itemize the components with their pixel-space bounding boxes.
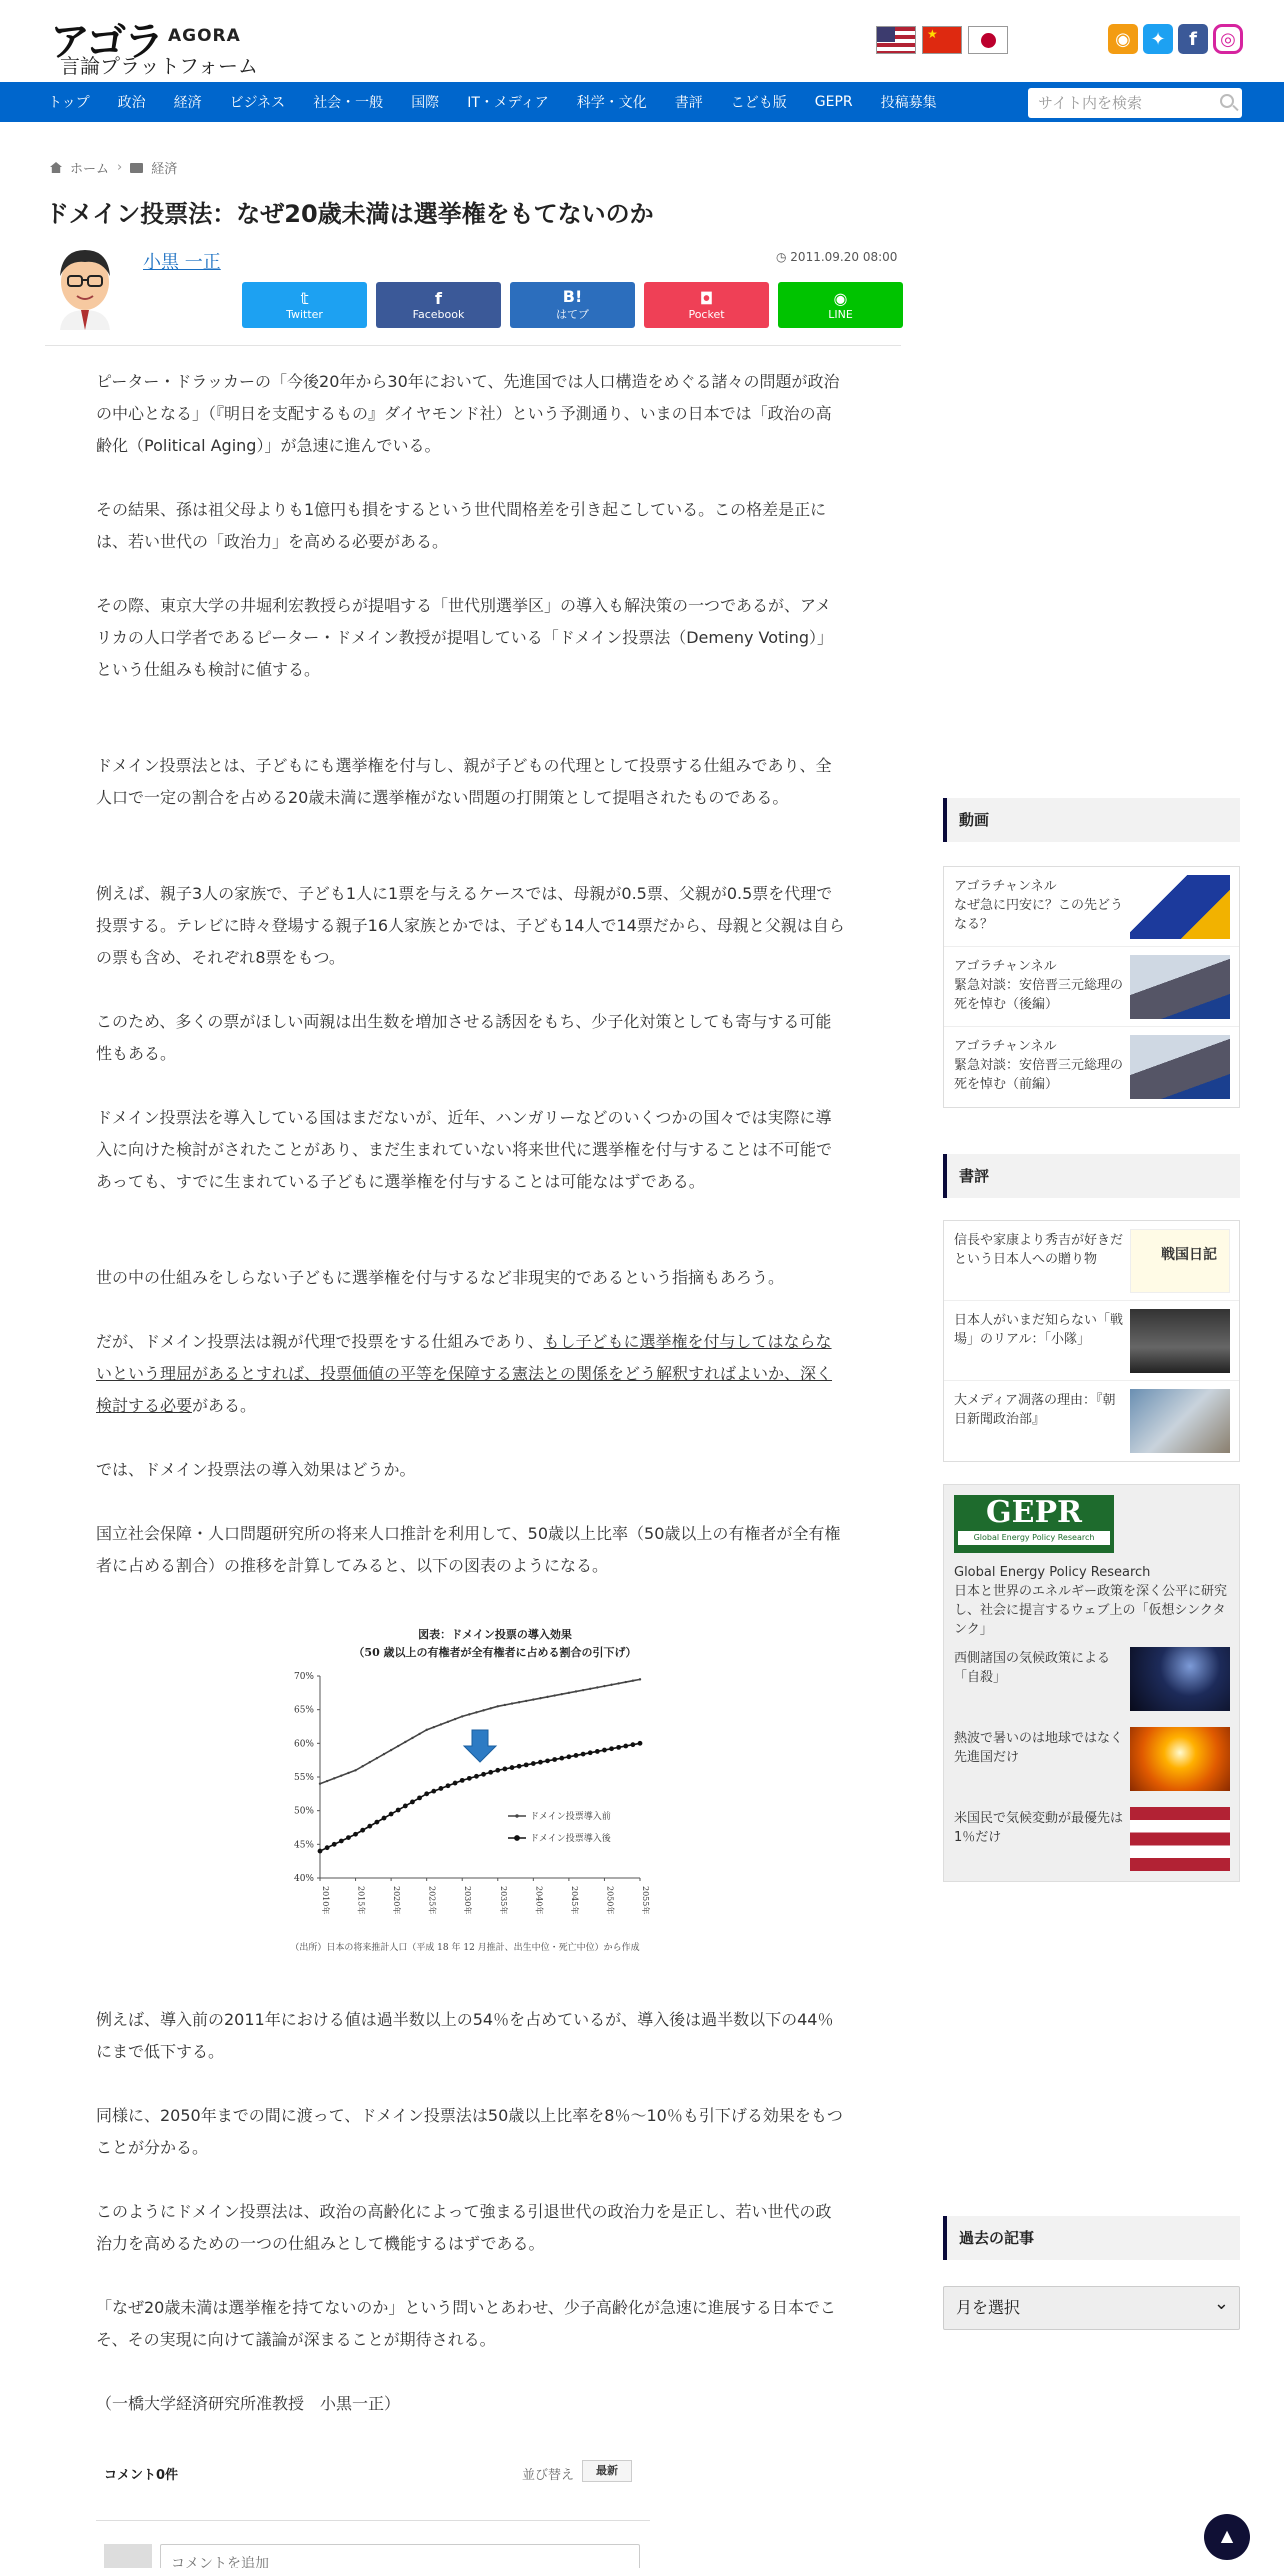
gepr-logo-subtext: Global Energy Policy Research (958, 1531, 1110, 1545)
series-point (539, 1697, 541, 1699)
gepr-logo[interactable] (954, 1495, 1114, 1553)
series-point (411, 1737, 413, 1739)
legend-label: ドメイン投票導入前 (530, 1812, 611, 1822)
sidebar-heading-reviews: 書評 (943, 1154, 1240, 1198)
nav-item-it-media[interactable]: IT・メディア (467, 95, 549, 111)
series-point (517, 1764, 522, 1769)
series-point (616, 1745, 621, 1750)
thumb-caption: 戦国日記 (1161, 1247, 1217, 1263)
series-point (361, 1765, 363, 1767)
share-buttons (242, 282, 903, 328)
series-point (433, 1726, 435, 1728)
y-tick-label: 50% (293, 1806, 314, 1817)
china-flag-icon[interactable] (922, 26, 962, 54)
nav-item-submissions[interactable]: 投稿募集 (880, 95, 937, 111)
series-point (609, 1746, 614, 1751)
nav-item-economy[interactable]: 経済 (173, 95, 202, 111)
x-tick-label: 2055年 (641, 1886, 650, 1915)
series-point (525, 1700, 527, 1702)
series-point (461, 1715, 463, 1717)
series-point (474, 1774, 479, 1779)
series-point (460, 1778, 465, 1783)
series-point (431, 1789, 436, 1794)
legend-marker (514, 1835, 520, 1841)
series-point (374, 1820, 379, 1825)
series-point (546, 1696, 548, 1698)
review-thumbnail (1130, 1229, 1230, 1293)
gepr-item[interactable] (944, 1645, 1239, 1725)
series-point (440, 1723, 442, 1725)
series-point (596, 1686, 598, 1688)
paragraph-text: だが、ドメイン投票法は親が代理で投票をする仕組みであり、 (96, 1332, 544, 1351)
article-paragraph: 「なぜ20歳未満は選挙権を持てないのか」という問いとあわせ、少子高齢化が急速に進展する日本でこそ、その実現に向けて議論が深まることが期待される。 (96, 2298, 836, 2349)
gepr-item-title: 米国民で気候変動が最優先は1％だけ (954, 1811, 1124, 1845)
author-link[interactable]: 小黒 一正 (143, 252, 221, 273)
us-flag-icon[interactable] (876, 26, 916, 54)
x-tick-label: 2040年 (534, 1886, 544, 1915)
nav-item-gepr[interactable]: GEPR (814, 94, 853, 110)
emphasized-text: もし子どもに選挙権を付与してはならないという理屈があるとすれば、投票価値の平等を保障する憲法との関係をどう解釈すればよいか、深く検討する必要 (96, 1332, 833, 1415)
comment-count: コメント0件 (104, 2468, 179, 2483)
series-point (376, 1757, 378, 1759)
sidebar-review-item[interactable] (944, 1381, 1239, 1461)
series-point (390, 1749, 392, 1751)
sidebar-video-item[interactable] (944, 1027, 1239, 1107)
share-twitter-button[interactable] (242, 282, 367, 328)
gepr-item-title: 熱波で暑いのは地球ではなく先進国だけ (954, 1731, 1124, 1765)
divider (45, 345, 901, 346)
twitter-icon: 𝕥 (300, 288, 309, 308)
series-point (552, 1757, 557, 1762)
series-point (602, 1748, 607, 1753)
article-paragraph: その際、東京大学の井堀利宏教授らが提唱する「世代別選挙区」の導入も解決策の一つであるが、アメリカの人口学者であるピーター・ドメイン教授が提唱している「ドメイン投票法（Demeny Voting）」という仕組みも検討に値する。 (96, 596, 834, 679)
series-point (623, 1744, 628, 1749)
site-search (1028, 88, 1242, 118)
series-point (510, 1765, 515, 1770)
series-point (482, 1709, 484, 1711)
series-point (453, 1781, 458, 1786)
archive-month-select[interactable]: 月を選択 ⌄ (943, 2286, 1240, 2330)
x-tick-label: 2045年 (569, 1886, 579, 1915)
series-point (382, 1816, 387, 1821)
nav-item-business[interactable]: ビジネス (229, 95, 286, 111)
series-point (333, 1777, 335, 1779)
series-point (588, 1750, 593, 1755)
x-tick-label: 2030年 (463, 1886, 473, 1915)
page-title: ドメイン投票法：なぜ20歳未満は選挙権をもてないのか (45, 200, 654, 228)
y-tick-label: 55% (293, 1773, 314, 1783)
social-links (1108, 24, 1243, 54)
sidebar-heading-archive: 過去の記事 (943, 2216, 1240, 2260)
sort-label: 並び替え (522, 2468, 575, 2483)
gepr-thumbnail (1130, 1807, 1230, 1871)
article-paragraph: 国立社会保障・人口問題研究所の将来人口推計を利用して、50歳以上比率（50歳以上の有権者が全有権者に占める割合）の推移を計算してみると、以下の図表のようになる。 (96, 1524, 841, 1575)
article-paragraph: 同様に、2050年までの間に渡って、ドメイン投票法は50歳以上比率を8％～10％も引下げる効果をもつことが分かる。 (96, 2106, 843, 2157)
series-point (582, 1689, 584, 1691)
series-point (630, 1742, 635, 1747)
review-title: 大メディア凋落の理由：『朝日新聞政治部』 (954, 1393, 1116, 1427)
article-paragraph (96, 1326, 846, 1422)
language-flags (876, 26, 1008, 54)
series-point (424, 1791, 429, 1796)
divider (96, 2520, 650, 2521)
series-point (347, 1772, 349, 1774)
series-point (410, 1800, 415, 1805)
gepr-title[interactable]: Global Energy Policy Research (954, 1565, 1151, 1580)
logo-agora-text: AGORA (168, 26, 241, 46)
video-thumbnail (1130, 955, 1230, 1019)
series-point (497, 1705, 499, 1707)
review-title: 信長や家康より秀吉が好きだという日本人への贈り物 (954, 1233, 1124, 1267)
japan-flag-icon[interactable] (968, 26, 1008, 54)
series-point (396, 1808, 401, 1813)
series-point (404, 1741, 406, 1743)
series-point (340, 1774, 342, 1776)
nav-items (40, 82, 957, 122)
share-label: はてブ (556, 308, 589, 321)
series-point (418, 1733, 420, 1735)
legend-label: ドメイン投票導入後 (530, 1834, 611, 1844)
series-point (339, 1839, 344, 1844)
article-paragraph: このようにドメイン投票法は、政治の高齢化によって強まる引退世代の政治力を是正し、若い世代の政治力を高めるための一つの仕組みとして機能するはずである。 (96, 2202, 832, 2253)
x-tick-label: 2025年 (427, 1886, 437, 1915)
series-point (610, 1684, 612, 1686)
series-point (566, 1754, 571, 1759)
series-point (475, 1711, 477, 1713)
article-paragraph: では、ドメイン投票法の導入効果はどうか。 (96, 1460, 416, 1479)
sidebar-review-item[interactable] (944, 1301, 1239, 1381)
site-header (0, 0, 1284, 82)
series-point (495, 1768, 500, 1773)
nav-item-kids[interactable]: こども版 (730, 95, 787, 111)
back-to-top-button[interactable]: ▲ (1204, 2514, 1250, 2560)
sort-select[interactable]: 最新 (582, 2460, 632, 2482)
sidebar-heading-videos: 動画 (943, 798, 1240, 842)
paragraph-text: がある。 (192, 1396, 257, 1415)
series-point (446, 1783, 451, 1788)
article-paragraph: ドメイン投票法とは、子どもにも選挙権を付与し、親が子どもの代理として投票する仕組みであり、全人口で一定の割合を占める20歳未満に選挙権がない問題の打開策として提唱されたものである。 (96, 756, 832, 807)
nav-item-science-culture[interactable]: 科学・文化 (576, 95, 647, 111)
facebook-icon[interactable]: f (1178, 24, 1208, 54)
series-point (538, 1760, 543, 1765)
series-point (346, 1835, 351, 1840)
comment-input[interactable] (160, 2544, 640, 2568)
sidebar-video-item[interactable] (944, 867, 1239, 947)
series-point (518, 1701, 520, 1703)
y-tick-label: 60% (293, 1739, 314, 1750)
series-point (468, 1713, 470, 1715)
legend-marker (515, 1814, 518, 1817)
video-title: アゴラチャンネル 緊急対談：安倍晋三元総理の死を悼む（前編） (954, 1039, 1124, 1092)
series-point (531, 1761, 536, 1766)
series-point (632, 1680, 634, 1682)
series-point (524, 1762, 529, 1767)
y-tick-label: 70% (293, 1672, 314, 1682)
domain-voting-chart (260, 1620, 680, 1960)
line-icon: ◉ (833, 288, 848, 308)
series-point (488, 1770, 493, 1775)
chart-title: 図表：ドメイン投票の導入効果 (418, 1628, 572, 1641)
nav-item-society[interactable]: 社会・一般 (313, 95, 384, 111)
series-point (511, 1702, 513, 1704)
series-point (561, 1693, 563, 1695)
series-point (603, 1685, 605, 1687)
sidebar-review-item[interactable] (944, 1221, 1239, 1301)
article-paragraph: ドメイン投票法を導入している国はまだないが、近年、ハンガリーなどのいくつかの国々では実際に導入に向けた検討がされたことがあり、まだ生まれていない将来世代に選挙権を付与することは不可能であっても、すでに生まれている子どもに選挙権を付与することは可能なはずである。 (96, 1108, 833, 1191)
chart-subtitle: （50 歳以上の有権者が全有権者に占める割合の引下げ） (353, 1646, 637, 1659)
series-point (489, 1707, 491, 1709)
gepr-description (954, 1563, 1234, 1639)
series-point (319, 1783, 321, 1785)
share-label: LINE (828, 307, 853, 321)
nav-item-international[interactable]: 国際 (411, 95, 440, 111)
series-point (481, 1772, 486, 1777)
x-tick-label: 2010年 (321, 1886, 330, 1915)
instagram-icon[interactable]: ◎ (1213, 24, 1243, 54)
main-nav (0, 82, 1284, 122)
series-point (617, 1682, 619, 1684)
article-paragraph: 例えば、親子3人の家族で、子ども1人に1票を与えるケースでは、母親が0.5票、父親が0.5票を代理で投票する。テレビに時々登場する親子16人家族とかでは、子ども14人で14票だから、母親と父親は自らの票も含め、それぞれ8票をもつ。 (96, 884, 845, 967)
gepr-item[interactable] (944, 1725, 1239, 1805)
comments-bar (96, 2456, 650, 2486)
x-tick-label: 2020年 (392, 1886, 402, 1915)
breadcrumb-category[interactable]: 経済 (151, 162, 178, 177)
x-tick-label: 2050年 (605, 1886, 615, 1915)
share-label: Pocket (688, 307, 725, 321)
series-point (326, 1780, 328, 1782)
series-point (438, 1786, 443, 1791)
y-tick-label: 65% (293, 1705, 314, 1716)
sidebar-reviews (943, 1220, 1240, 1462)
pocket-icon: ◘ (699, 288, 714, 308)
review-thumbnail (1130, 1389, 1230, 1453)
nav-item-politics[interactable]: 政治 (117, 95, 146, 111)
logo-main-text: アゴラ (50, 19, 162, 65)
series-point (574, 1753, 579, 1758)
article-paragraph: ピーター・ドラッカーの「今後20年から30年において、先進国では人口構造をめぐる諸々の問題が政治の中心となる」（『明日を支配するもの』ダイヤモンド社）という予測通り、いまの日本では「政治の高齢化（Political Aging）」が急速に進んでいる。 (96, 372, 840, 455)
share-facebook-button[interactable] (376, 282, 501, 328)
x-tick-label: 2015年 (356, 1886, 366, 1915)
video-thumbnail (1130, 1035, 1230, 1099)
twitter-icon[interactable]: ✦ (1143, 24, 1173, 54)
series-point (389, 1812, 394, 1817)
article-paragraph: 世の中の仕組みをしらない子どもに選挙権を付与するなど非現実的であるという指摘もあろう。 (96, 1268, 785, 1287)
nav-item-book-review[interactable]: 書評 (674, 95, 703, 111)
y-tick-label: 45% (293, 1840, 314, 1851)
author-avatar[interactable] (50, 242, 120, 330)
series-point (360, 1828, 365, 1833)
folder-icon (130, 163, 143, 173)
article-paragraph: 例えば、導入前の2011年における値は過半数以上の54％を占めているが、導入後は過半数以下の44％にまで低下する。 (96, 2010, 834, 2061)
gepr-items (944, 1645, 1239, 1885)
series-point (575, 1690, 577, 1692)
series-point (369, 1761, 371, 1763)
series-point (403, 1804, 408, 1809)
y-tick-label: 40% (293, 1874, 314, 1884)
series-point (532, 1698, 534, 1700)
sidebar-videos (943, 866, 1240, 1108)
search-icon[interactable] (1220, 94, 1234, 108)
series-point (568, 1692, 570, 1694)
series-point (589, 1688, 591, 1690)
series-point (504, 1704, 506, 1706)
series-point (454, 1718, 456, 1720)
gepr-logo-text: GEPR (986, 1495, 1082, 1530)
share-label: Twitter (286, 307, 323, 321)
video-title: アゴラチャンネル 緊急対談：安倍晋三元総理の死を悼む（後編） (954, 959, 1124, 1012)
rss-icon[interactable]: ◉ (1108, 24, 1138, 54)
series-point (559, 1756, 564, 1761)
logo-tagline: 言論プラットフォーム (60, 54, 258, 78)
series-point (397, 1745, 399, 1747)
series-point (332, 1842, 337, 1847)
share-pocket-button[interactable] (644, 282, 769, 328)
hatena-icon: B! (562, 287, 583, 306)
x-tick-label: 2035年 (498, 1886, 508, 1915)
sidebar-video-item[interactable] (944, 947, 1239, 1027)
series-point (447, 1721, 449, 1723)
chart-source: （出所）日本の将来推計人口（平成 18 年 12 月推計、出生中位・死亡中位）から作成 (290, 1943, 640, 1953)
facebook-icon: f (435, 288, 442, 308)
article-paragraph: このため、多くの票がほしい両親は出生数を増加させる誘因をもち、少子化対策としても寄与する可能性もある。 (96, 1012, 832, 1063)
chevron-right-icon: › (117, 160, 123, 175)
series-point (545, 1758, 550, 1763)
series-point (325, 1845, 330, 1850)
sidebar-gepr (943, 1484, 1240, 1882)
gepr-thumbnail (1130, 1727, 1230, 1791)
nav-item-top[interactable]: トップ (48, 95, 90, 111)
series-point (354, 1769, 356, 1771)
series-point (383, 1753, 385, 1755)
site-logo[interactable] (50, 10, 258, 78)
share-line-button[interactable] (778, 282, 903, 328)
author-credit: （一橋大学経済研究所准教授 小黒一正） (96, 2394, 401, 2413)
breadcrumb (50, 158, 177, 177)
down-arrow-icon (464, 1730, 496, 1762)
series-point (353, 1832, 358, 1837)
gepr-thumbnail (1130, 1647, 1230, 1711)
series-point (502, 1767, 507, 1772)
home-icon (50, 162, 62, 173)
gepr-item[interactable] (944, 1805, 1239, 1885)
avatar (104, 2544, 152, 2568)
series-point (581, 1752, 586, 1757)
series-point (467, 1776, 472, 1781)
gepr-item-title: 西側諸国の気候政策による「自殺」 (954, 1651, 1111, 1685)
video-title: アゴラチャンネル なぜ急に円安に？この先どうなる？ (954, 879, 1124, 932)
series-point (417, 1795, 422, 1800)
series-point (625, 1681, 627, 1683)
series-point (318, 1849, 323, 1854)
review-thumbnail (1130, 1309, 1230, 1373)
series-point (595, 1749, 600, 1754)
series-point (425, 1729, 427, 1731)
review-title: 日本人がいまだ知らない「戦場」のリアル：「小隊」 (954, 1313, 1124, 1347)
series-point (639, 1678, 641, 1680)
series-point (638, 1741, 643, 1746)
search-input[interactable] (1028, 88, 1242, 118)
video-thumbnail (1130, 875, 1230, 939)
gepr-desc-text: 日本と世界のエネルギー政策を深く公平に研究し、社会に提言するウェブ上の「仮想シンクタンク」 (954, 1584, 1228, 1637)
series-point (367, 1824, 372, 1829)
share-label: Facebook (412, 307, 465, 321)
publish-date: ◷ 2011.09.20 08:00 (776, 250, 897, 264)
series-point (553, 1694, 555, 1696)
article-paragraph: その結果、孫は祖父母よりも1億円も損をするという世代間格差を引き起こしている。この格差是正には、若い世代の「政治力」を高める必要がある。 (96, 500, 827, 551)
breadcrumb-home[interactable]: ホーム (70, 162, 110, 177)
share-hatena-button[interactable] (510, 282, 635, 328)
